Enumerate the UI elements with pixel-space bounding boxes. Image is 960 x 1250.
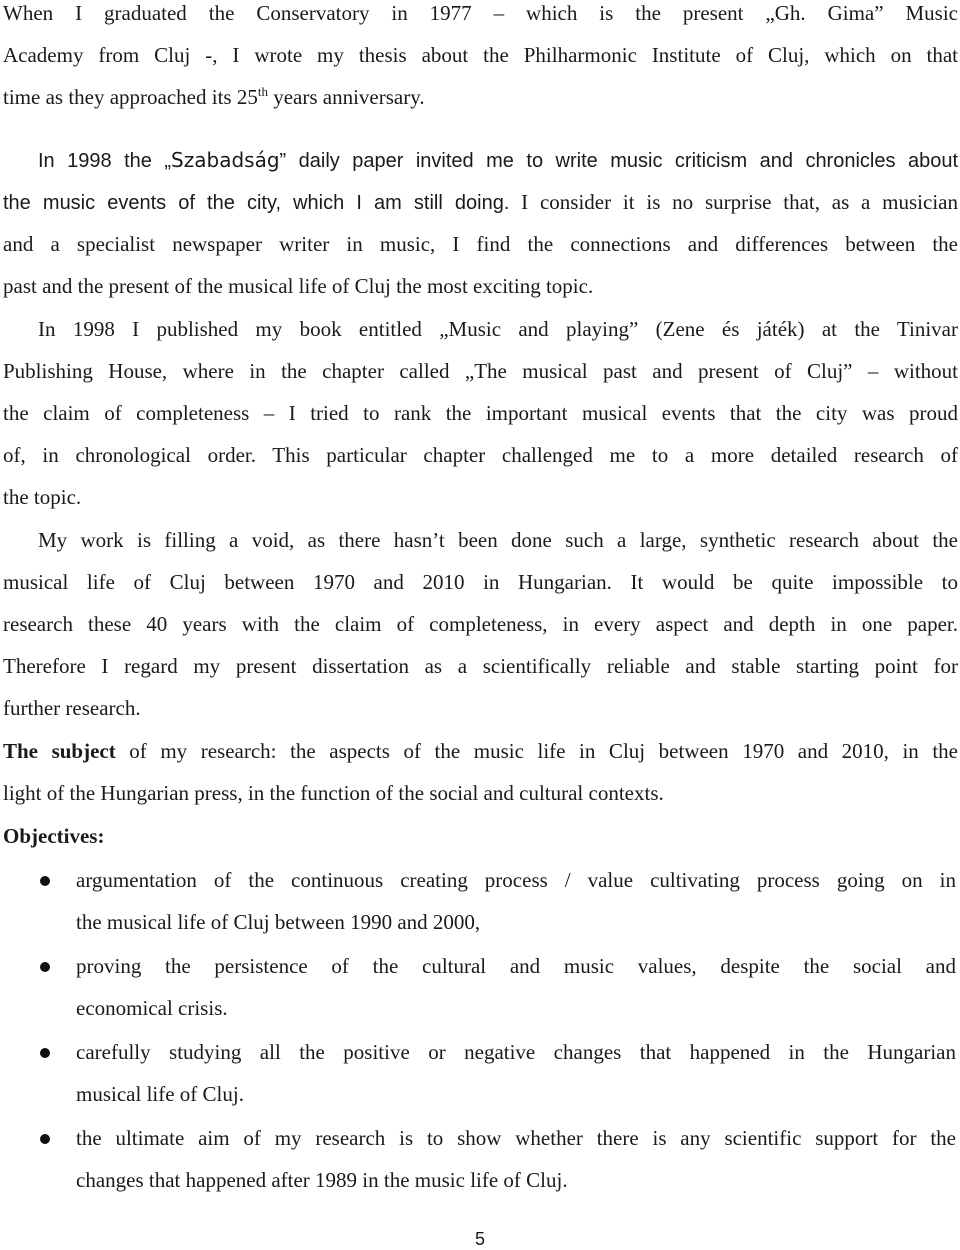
objective-4-line-2: changes that happened after 1989 in the music life of Cluj. [76, 1168, 568, 1192]
objective-3-line-1: carefully studying all the positive or negative changes that happened in the Hungarian [76, 1040, 956, 1064]
paragraph-2-text: In 1998 the „ [38, 150, 172, 172]
paragraph-2-text-cont: ” daily paper invited me to write music criticism and chronicles about [279, 150, 958, 172]
subject-text: of my research: the aspects of the music life in Cluj between 1970 and 2010, in the [115, 739, 958, 763]
superscript-th: th [257, 84, 268, 99]
objectives-heading [3, 815, 958, 857]
paragraph-4-line-4: Therefore I regard my present dissertation as a scientifically reliable and stable starting point for [3, 654, 958, 678]
paragraph-3-line-5: the topic. [3, 485, 82, 509]
objective-3-line-2: musical life of Cluj. [76, 1082, 244, 1106]
newspaper-name: Szabadság [171, 148, 280, 172]
objective-1-line-1: argumentation of the continuous creating process / value cultivating process going on in [76, 868, 956, 892]
paragraph-4-line-5: further research. [3, 696, 141, 720]
paragraph-1-line-2: Academy from Cluj -, I wrote my thesis about the Philharmonic Institute of Cluj, which on that [3, 43, 958, 67]
bullet-icon [40, 876, 50, 886]
paragraph-3-line-1: In 1998 I published my book entitled „Music and playing” (Zene és játék) at the Tinivar [38, 317, 958, 341]
objectives-heading-text: Objectives: [3, 824, 105, 848]
paragraph-1-line-3 [3, 76, 958, 118]
paragraph-3-line-3: the claim of completeness – I tried to rank the important musical events that the city was proud [3, 401, 958, 425]
paragraph-5-line-2: light of the Hungarian press, in the function of the social and cultural contexts. [3, 781, 664, 805]
paragraph-4-line-2: musical life of Cluj between 1970 and 2010 in Hungarian. It would be quite impossible to [3, 570, 958, 594]
bullet-icon [40, 1048, 50, 1058]
objective-2-line-1: proving the persistence of the cultural and music values, despite the social and [76, 954, 956, 978]
bullet-icon [40, 1134, 50, 1144]
paragraph-2-line-1 [38, 139, 958, 181]
subject-label: The subject [3, 739, 116, 763]
paragraph-4-line-1: My work is filling a void, as there hasn’t been done such a large, synthetic research about the [38, 528, 958, 552]
paragraph-2-line-4: past and the present of the musical life of Cluj the most exciting topic. [3, 274, 594, 298]
objective-2-line-2: economical crisis. [76, 996, 228, 1020]
objective-4-line-1: the ultimate aim of my research is to show whether there is any scientific support for the [76, 1126, 956, 1150]
paragraph-5-line-1 [3, 730, 958, 772]
paragraph-2-line-2 [3, 181, 958, 223]
paragraph-4-line-3: research these 40 years with the claim of completeness, in every aspect and depth in one paper. [3, 612, 958, 636]
paragraph-1-text: time as they approached its 25 [3, 85, 258, 109]
paragraph-2-line-3: and a specialist newspaper writer in music, I find the connections and differences between the [3, 232, 958, 256]
paragraph-2-serif-text: I consider it is no surprise that, as a musician [509, 190, 958, 214]
page-number: 5 [474, 1229, 485, 1249]
objective-1-line-2: the musical life of Cluj between 1990 and 2000, [76, 910, 481, 934]
paragraph-1-line-1: When I graduated the Conservatory in 1977 – which is the present „Gh. Gima” Music [3, 1, 958, 25]
paragraph-3-line-4: of, in chronological order. This particular chapter challenged me to a more detailed research of [3, 443, 958, 467]
paragraph-3-line-2: Publishing House, where in the chapter called „The musical past and present of Cluj” – without [3, 359, 958, 383]
bullet-icon [40, 962, 50, 972]
paragraph-2-sans-text: the music events of the city, which I am still doing. [3, 192, 510, 214]
paragraph-1-text-end: years anniversary. [267, 85, 425, 109]
